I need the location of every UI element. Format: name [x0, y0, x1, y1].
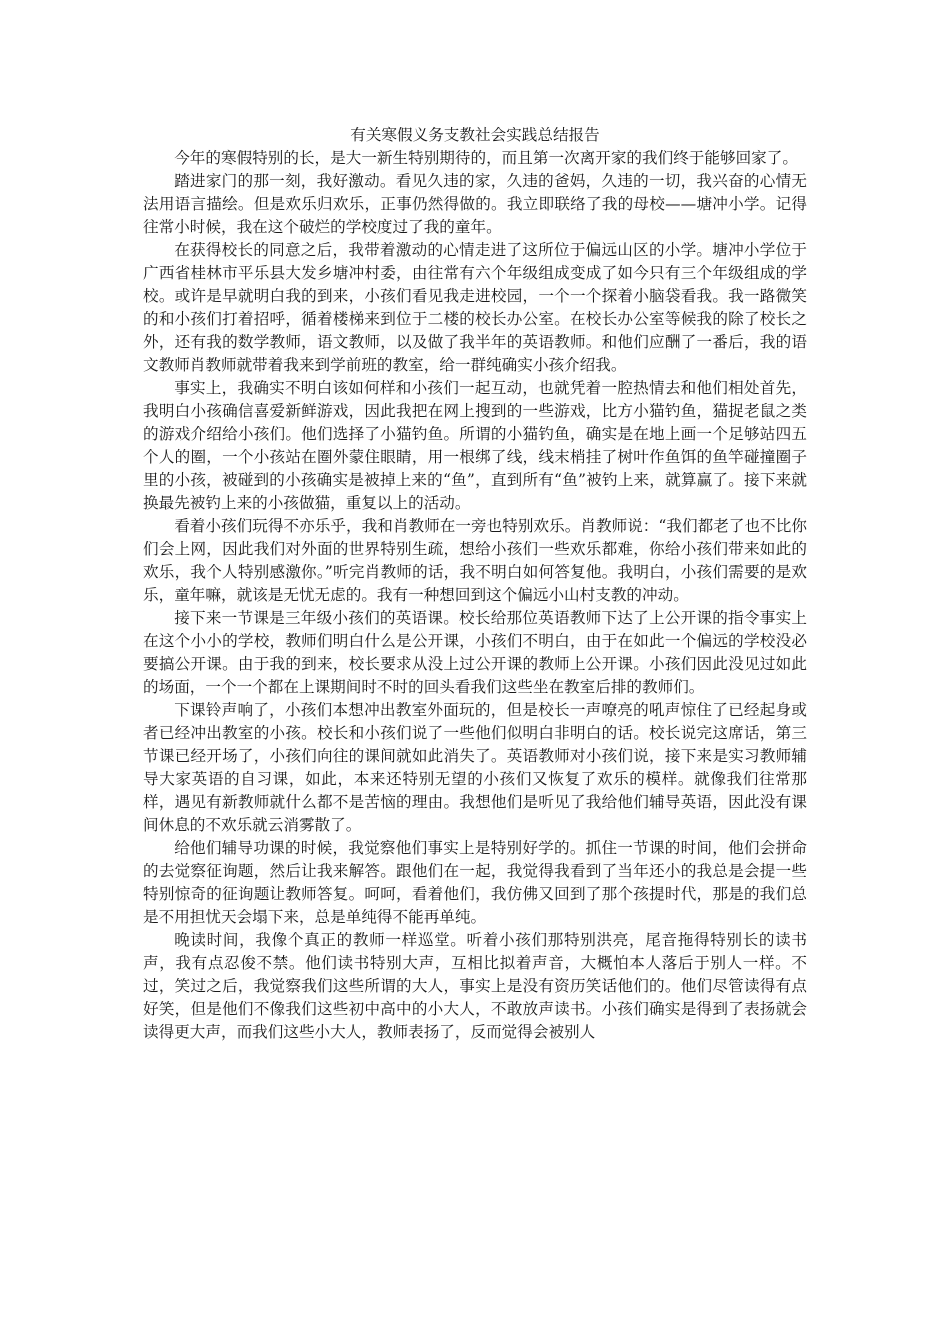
document-title: 有关寒假义务支教社会实践总结报告: [350, 126, 600, 144]
paragraph: 下课铃声响了，小孩们本想冲出教室外面玩的，但是校长一声嘹亮的吼声惊住了已经起身或者已经冲出教室的小孩。校长和小孩们说了一些他们似明白非明白的话。校长说完这席话，第三节课已经开场了，小孩们向往的课间就如此消失了。英语教师对小孩们说，接下来是实习教师辅导大家英语的自习课，如此，本来还特别无望的小孩们又恢复了欢乐的模样。就像我们往常那样，遇见有新教师就什么都不是苦恼的理由。我想他们是听见了我给他们辅导英语，因此没有课间休息的不欢乐就云消雾散了。: [143, 701, 807, 834]
paragraph: 今年的寒假特别的长，是大一新生特别期待的，而且第一次离开家的我们终于能够回家了。: [174, 149, 798, 167]
paragraph: 事实上，我确实不明白该如何样和小孩们一起互动，也就凭着一腔热情去和他们相处首先，我明白小孩确信喜爱新鲜游戏，因此我把在网上搜到的一些游戏，比方小猫钓鱼，猫捉老鼠之类的游戏介绍给小孩们。他们选择了小猫钓鱼。所谓的小猫钓鱼，确实是在地上画一个足够站四五个人的圈，一个小孩站在圈外蒙住眼睛，用一根绑了线，线末梢挂了树叶作鱼饵的鱼竿碰撞圈子里的小孩，被碰到的小孩确实是被掉上来的“鱼”，直到所有“鱼”被钓上来，就算赢了。接下来就换最先被钓上来的小孩做猫，重复以上的活动。: [143, 379, 807, 512]
paragraph: 晚读时间，我像个真正的教师一样巡堂。听着小孩们那特别洪亮，尾音拖得特别长的读书声，我有点忍俊不禁。他们读书特别大声，互相比拟着声音，大概怕本人落后于别人一样。不过，笑过之后，我觉察我们这些所谓的大人，事实上是没有资历笑话他们的。他们尽管读得有点好笑，但是他们不像我们这些初中高中的小大人，不敢放声读书。小孩们确实是得到了表扬就会读得更大声，而我们这些小大人，教师表扬了，反而觉得会被别人: [143, 931, 807, 1041]
paragraph: 看着小孩们玩得不亦乐乎，我和肖教师在一旁也特别欢乐。肖教师说：“我们都老了也不比你们会上网，因此我们对外面的世界特别生疏，想给小孩们一些欢乐都难，你给小孩们带来如此的欢乐，我个人特别感激你。”听完肖教师的话，我不明白如何答复他。我明白，小孩们需要的是欢乐，童年嘛，就该是无忧无虑的。我有一种想回到这个偏远小山村支教的冲动。: [143, 517, 807, 604]
paragraph: 踏进家门的那一刻，我好激动。看见久违的家，久违的爸妈，久违的一切，我兴奋的心情无法用语言描绘。但是欢乐归欢乐，正事仍然得做的。我立即联络了我的母校——塘冲小学。记得往常小时候，我在这个破烂的学校度过了我的童年。: [143, 172, 807, 236]
document-page: [143, 124, 807, 1044]
paragraph: 给他们辅导功课的时候，我觉察他们事实上是特别好学的。抓住一节课的时间，他们会拼命的去觉察征询题，然后让我来解答。跟他们在一起，我觉得我看到了当年还小的我总是会提一些特别惊奇的征询题让教师答复。呵呵，看着他们，我仿佛又回到了那个孩提时代，那是的我们总是不用担忧天会塌下来，总是单纯得不能再单纯。: [143, 839, 807, 926]
paragraph: 在获得校长的同意之后，我带着激动的心情走进了这所位于偏远山区的小学。塘冲小学位于广西省桂林市平乐县大发乡塘冲村委，由往常有六个年级组成变成了如今只有三个年级组成的学校。或许是早就明白我的到来，小孩们看见我走进校园，一个一个探着小脑袋看我。我一路微笑的和小孩们打着招呼，循着楼梯来到位于二楼的校长办公室。在校长办公室等候我的除了校长之外，还有我的数学教师，语文教师，以及做了我半年的英语教师。和他们应酬了一番后，我的语文教师肖教师就带着我来到学前班的教室，给一群纯确实小孩介绍我。: [143, 241, 807, 374]
paragraph: 接下来一节课是三年级小孩们的英语课。校长给那位英语教师下达了上公开课的指令事实上在这个小小的学校，教师们明白什么是公开课，小孩们不明白，由于在如此一个偏远的学校没必要搞公开课。由于我的到来，校长要求从没上过公开课的教师上公开课。小孩们因此没见过如此的场面，一个一个都在上课期间时不时的回头看我们这些坐在教室后排的教师们。: [143, 609, 807, 696]
